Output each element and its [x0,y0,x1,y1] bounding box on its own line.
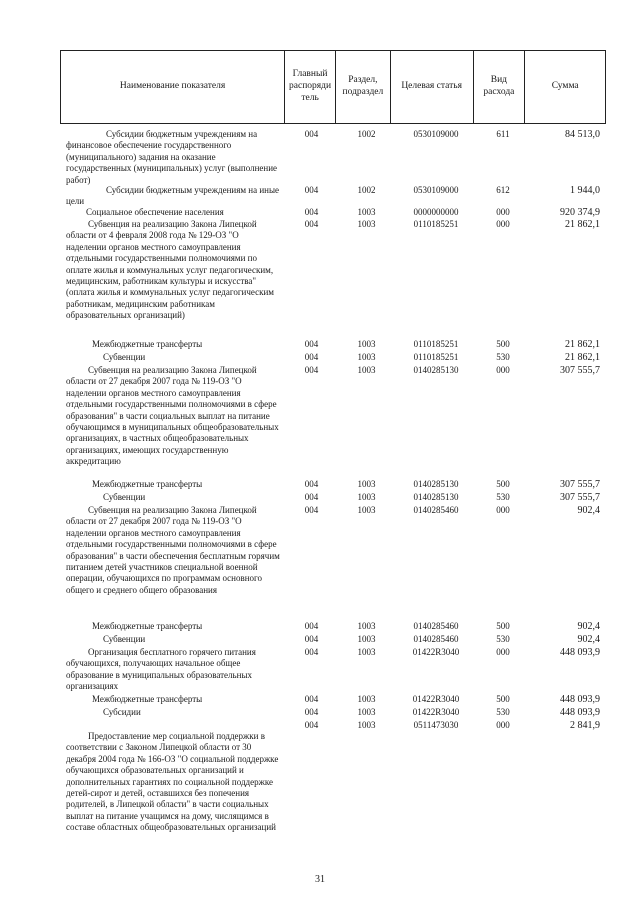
row-name: Субвенция на реализацию Закона Липецкой области от 27 декабря 2007 года № 119-ОЗ "О наделении органов местного самоуправления отдельными государственными полномочиями в сфере образования" в части обеспечения бесплатным горячим питанием детей участников специальной военной операции, обучающихся по программам основного общего и среднего общего образования [66,505,280,595]
row-kind: 000 [496,505,510,515]
row-kind: 530 [496,492,510,502]
row-main: 004 [304,365,319,375]
row-main: 004 [304,505,319,515]
row-section: 1003 [357,492,376,502]
row-section: 1002 [357,185,376,195]
row-kind: 000 [496,720,510,730]
row-target: 0140285130 [413,492,459,502]
row-main: 004 [304,129,319,139]
row-section: 1003 [357,634,376,644]
row-target: 0110185251 [413,352,459,362]
row-section: 1002 [357,129,376,139]
row-kind: 530 [496,707,510,717]
row-main: 004 [304,492,319,502]
row-main: 004 [304,694,319,704]
row-name: Субсидии [103,707,141,717]
row-sum: 448 093,9 [560,647,600,658]
row-main: 004 [304,185,319,195]
row-sum: 1 944,0 [570,185,600,196]
row-sum: 307 555,7 [560,365,600,376]
table-header [60,50,606,124]
row-kind: 500 [496,621,510,631]
row-main: 004 [304,352,319,362]
row-target: 0140285460 [413,634,459,644]
row-sum: 84 513,0 [565,129,600,140]
row-sum: 920 374,9 [560,207,600,218]
row-section: 1003 [357,339,376,349]
row-main: 004 [304,621,319,631]
row-section: 1003 [357,365,376,375]
row-section: 1003 [357,707,376,717]
row-name: Предоставление мер социальной поддержки в соответствии с Законом Липецкой области от 30 декабря 2004 года № 166-ОЗ "О социальной поддержке обучающихся образовательных организаций и дополнительных гарантиях по социальной поддержке детей-сирот и детей, оставшихся без попечения родителей, в Липецкой области" в части социальных выплат на питание учащимся на дому, числящимся в составе областных общеобразовательных организаций [66,731,279,833]
row-kind: 500 [496,694,510,704]
row-kind: 000 [496,219,510,229]
row-main: 004 [304,219,319,229]
row-kind: 530 [496,634,510,644]
row-target: 0140285130 [413,479,459,489]
row-kind: 530 [496,352,510,362]
row-sum: 21 862,1 [565,219,600,230]
row-kind: 000 [496,647,510,657]
row-target: 0530109000 [413,129,459,139]
row-name: Субвенция на реализацию Закона Липецкой области от 4 февраля 2008 года № 129-ОЗ "О наделении органов местного самоуправления отдельными государственными полномочиями по оплате жилья и коммунальных услуг педагогическим, медицинским, работникам культуры и искусства" (оплата жилья и коммунальных услуг педагогическим работникам, медицинским работникам образовательных организаций) [66,219,274,321]
row-target: 0140285130 [413,365,459,375]
row-sum: 21 862,1 [565,339,600,350]
row-target: 0110185251 [413,339,459,349]
row-sum: 902,4 [577,621,600,632]
row-main: 004 [304,207,319,217]
page-number: 31 [315,874,325,885]
row-section: 1003 [357,352,376,362]
row-sum: 21 862,1 [565,352,600,363]
row-name: Субвенции [103,634,146,644]
row-section: 1003 [357,479,376,489]
row-section: 1003 [357,621,376,631]
row-target: 01422R3040 [412,694,460,704]
row-sum: 448 093,9 [560,707,600,718]
row-name: Субвенции [103,352,146,362]
row-target: 0140285460 [413,505,459,515]
row-sum: 2 841,9 [570,720,600,731]
row-section: 1003 [357,207,376,217]
row-main: 004 [304,339,319,349]
row-target: 01422R3040 [412,647,460,657]
row-sum: 902,4 [577,634,600,645]
row-section: 1003 [357,505,376,515]
row-name: Субвенции [103,492,146,502]
row-name: Межбюджетные трансферты [92,479,203,489]
row-kind: 000 [496,207,510,217]
row-main: 004 [304,479,319,489]
header-target: Целевая статья [391,51,474,123]
row-target: 0110185251 [413,219,459,229]
row-target: 0530109000 [413,185,459,195]
row-main: 004 [304,720,319,730]
header-section: Раздел, подраздел [336,51,391,123]
row-name: Межбюджетные трансферты [92,694,203,704]
row-kind: 500 [496,479,510,489]
row-main: 004 [304,647,319,657]
row-name: Субсидии бюджетным учреждениям на финансовое обеспечение государственного (муниципального) задания на оказание государственных (муниципальных) услуг (выполнение работ) [66,129,278,185]
row-target: 0000000000 [413,207,459,217]
row-section: 1003 [357,720,376,730]
row-kind: 611 [496,129,510,139]
header-kind: Вид расхода [474,51,526,123]
row-sum: 307 555,7 [560,479,600,490]
row-target: 01422R3040 [412,707,460,717]
row-name: Межбюджетные трансферты [92,339,203,349]
row-sum: 902,4 [577,505,600,516]
header-name: Наименование показателя [61,51,285,123]
row-name: Субсидии бюджетным учреждениям на иные цели [66,185,280,207]
row-sum: 307 555,7 [560,492,600,503]
row-name: Субвенция на реализацию Закона Липецкой области от 27 декабря 2007 года № 119-ОЗ "О наделении органов местного самоуправления отдельными государственными полномочиями в сфере образования" в части социальных выплат на питание обучающимся в муниципальных общеобразовательных организациях, в частных общеобразовательных организациях, имеющих государственную аккредитацию [66,365,279,467]
row-name: Социальное обеспечение населения [86,207,224,217]
row-section: 1003 [357,219,376,229]
row-sum: 448 093,9 [560,694,600,705]
row-name: Межбюджетные трансферты [92,621,203,631]
row-kind: 612 [496,185,510,195]
header-main-manager: Главный распоряди тель [285,51,336,123]
row-name: Организация бесплатного горячего питания обучающихся, получающих начальное общее образование в муниципальных образовательных организациях [66,647,256,692]
row-target: 0511473030 [413,720,459,730]
row-main: 004 [304,634,319,644]
row-kind: 500 [496,339,510,349]
header-sum: Сумма [551,81,579,92]
row-section: 1003 [357,694,376,704]
row-target: 0140285460 [413,621,459,631]
row-section: 1003 [357,647,376,657]
row-kind: 000 [496,365,510,375]
row-main: 004 [304,707,319,717]
